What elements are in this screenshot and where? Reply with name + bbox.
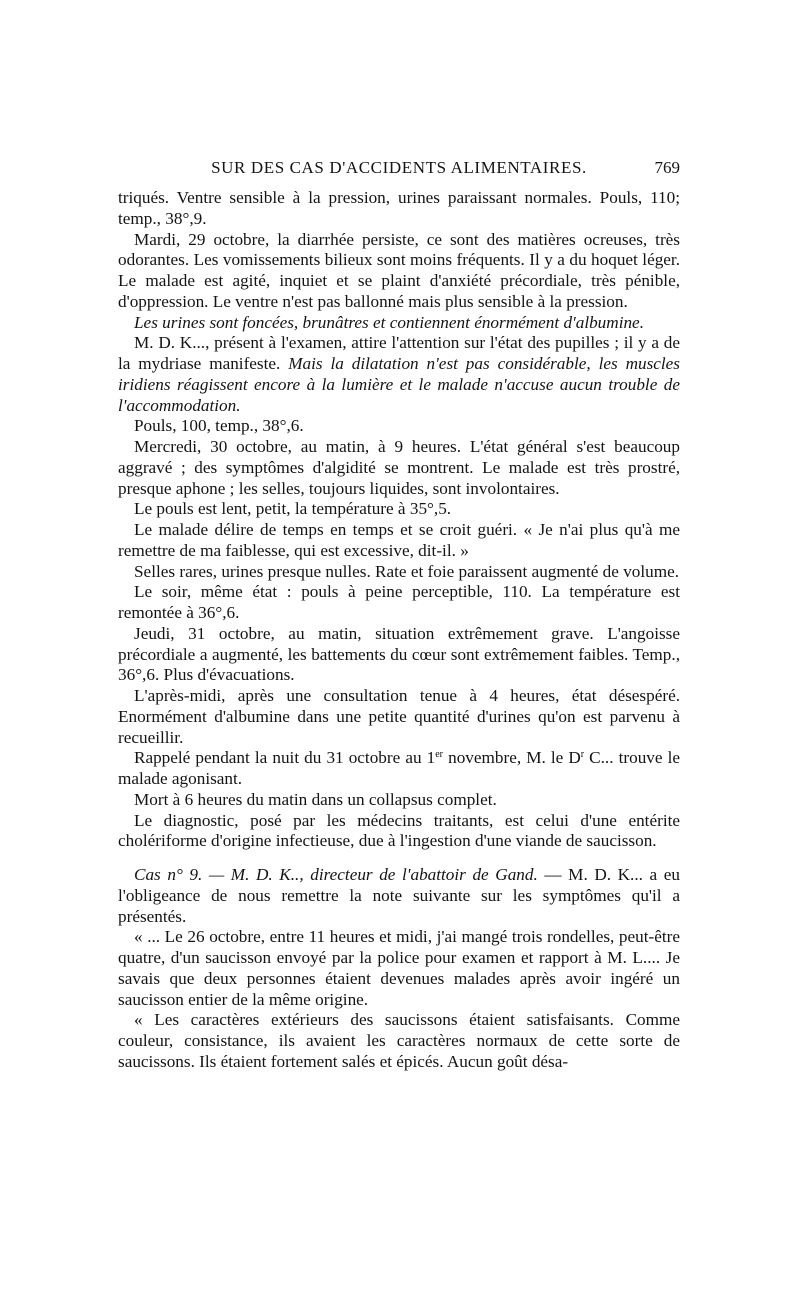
- paragraph: [118, 865, 680, 927]
- text-run: « Les caractères extérieurs des saucissons étaient satisfaisants. Comme couleur, consistance, ils avaient les caractères normaux de cette sorte de saucissons. Ils étaient fortement salés et épicés. Aucun goût désa-: [118, 1010, 680, 1071]
- text-run: C... trouve le malade agonisant.: [118, 748, 680, 788]
- paragraph: [118, 562, 680, 583]
- superscript: r: [580, 749, 585, 761]
- paragraph: [118, 520, 680, 562]
- text-run: Pouls, 100, temp., 38°,6.: [134, 416, 304, 436]
- superscript: er: [435, 749, 444, 761]
- paragraph: [118, 437, 680, 499]
- text-run: Mort à 6 heures du matin dans un collapsus complet.: [134, 789, 497, 809]
- text-run: Mardi, 29 octobre, la diarrhée persiste, ce sont des matières ocreuses, très odorantes. Les vomissements bilieux sont moins fréquents. Il y a du hoquet léger. Le malade est agité, inquiet et se plaint d'anxiété précordiale, très pénible, d'oppression. Le ventre n'est pas ballonné mais plus sensible à la pression.: [118, 229, 680, 311]
- paragraph: [118, 499, 680, 520]
- paragraph: [118, 188, 680, 230]
- italic-text: Mais la dilatation n'est pas considérable, les muscles iridiens réagissent encore à la lumière et le malade n'accuse aucun trouble de l'accommodation.: [118, 354, 680, 415]
- text-run: Le malade délire de temps en temps et se croit guéri. « Je n'ai plus qu'à me remettre de ma faiblesse, qui est excessive, dit-il. »: [118, 520, 680, 560]
- paragraph: [118, 927, 680, 1010]
- text-run: triqués. Ventre sensible à la pression, urines paraissant normales. Pouls, 110; temp., 38°,9.: [118, 188, 680, 228]
- text-run: Le pouls est lent, petit, la température à 35°,5.: [134, 499, 452, 519]
- running-header: [118, 158, 680, 184]
- text-run: Selles rares, urines presque nulles. Rate et foie paraissent augmenté de volume.: [134, 561, 680, 581]
- paragraph: [118, 230, 680, 313]
- page-number: 769: [654, 158, 680, 177]
- paragraph: [118, 582, 680, 624]
- paragraph: [118, 313, 680, 334]
- italic-text: Les urines sont foncées, brunâtres et contiennent énormément d'albumine.: [134, 312, 644, 332]
- paragraph: [118, 790, 680, 811]
- paragraph: [118, 624, 680, 686]
- text-run: M. D. K..., présent à l'examen, attire l'attention sur l'état des pupilles ; il y a de la mydriase manifeste.: [118, 333, 680, 373]
- text-run: Mercredi, 30 octobre, au matin, à 9 heures. L'état général s'est beaucoup aggravé ; des symptômes d'algidité se montrent. Le malade est très prostré, presque aphone ; les selles, toujours liquides, sont involontaires.: [118, 437, 680, 498]
- text-run: Rappelé pendant la nuit du 31 octobre au 1: [134, 748, 436, 768]
- text-run: Le diagnostic, posé par les médecins traitants, est celui d'une entérite cholériforme d'origine infectieuse, due à l'ingestion d'une viande de saucisson.: [118, 810, 680, 851]
- text-run: novembre, M. le D: [443, 748, 581, 768]
- running-title: SUR DES CAS D'ACCIDENTS ALIMENTAIRES.: [211, 158, 587, 177]
- body-text: [118, 188, 680, 1073]
- paragraph: [118, 333, 680, 416]
- text-run: Jeudi, 31 octobre, au matin, situation extrêmement grave. L'angoisse précordiale a augmenté, les battements du cœur sont extrêmement faibles. Temp., 36°,6. Plus d'évacuations.: [118, 623, 680, 685]
- paragraph: [118, 686, 680, 748]
- text-run: Le soir, même état : pouls à peine perceptible, 110. La température est remontée à 36°,6.: [118, 582, 680, 622]
- paragraph: [118, 416, 680, 437]
- text-run: « ... Le 26 octobre, entre 11 heures et midi, j'ai mangé trois rondelles, peut-être quatre, d'un saucisson envoyé par la police pour examen et rapport à M. L.... Je savais que deux personnes étaient devenues malades après avoir ingéré un saucisson entier de la même origine.: [118, 927, 680, 1009]
- text-run: — M. D. K... a eu l'obligeance de nous remettre la note suivante sur les symptômes qu'il a présentés.: [118, 865, 680, 926]
- italic-text: Cas n° 9. — M. D. K.., directeur de l'abattoir de Gand.: [134, 865, 538, 884]
- paragraph: [118, 748, 680, 790]
- text-run: L'après-midi, après une consultation tenue à 4 heures, état désespéré. Enormément d'albumine dans une petite quantité d'urines qu'on est parvenu à recueillir.: [118, 686, 680, 747]
- paragraph: [118, 811, 680, 853]
- paragraph: [118, 1010, 680, 1072]
